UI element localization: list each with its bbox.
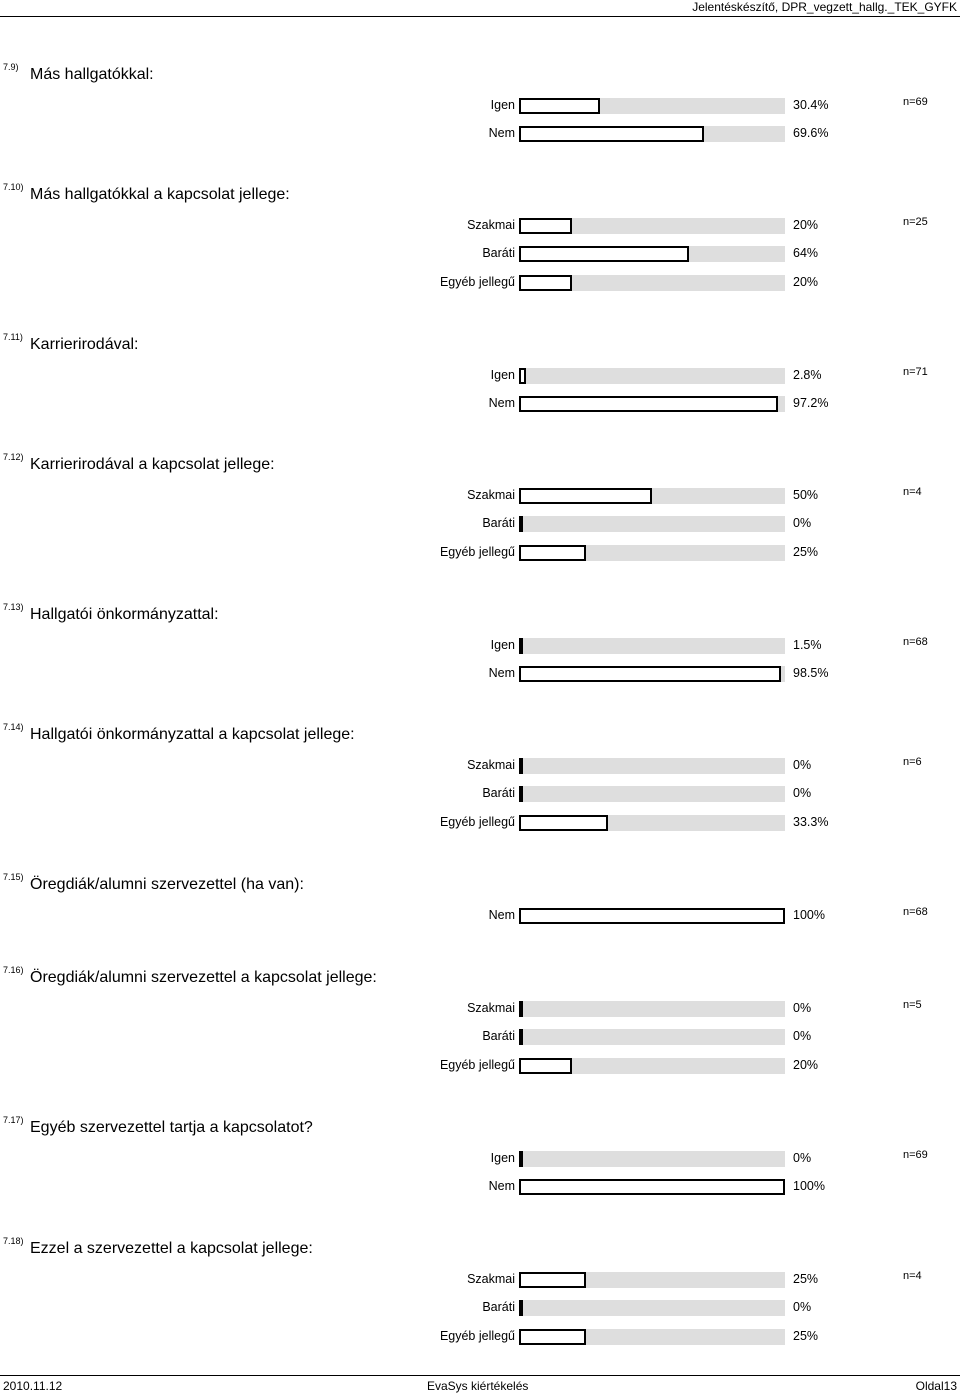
sample-size: n=71 — [903, 366, 928, 378]
answer-label: Nem — [488, 396, 515, 410]
answer-row — [0, 906, 960, 926]
answer-percent: 33.3% — [793, 815, 829, 829]
answer-label: Szakmai — [467, 758, 515, 772]
answer-label: Nem — [488, 908, 515, 922]
bar-fill — [519, 1001, 523, 1017]
answer-label: Igen — [490, 98, 515, 112]
sample-size: n=68 — [903, 636, 928, 648]
bar-fill — [519, 1300, 523, 1316]
bar-track — [519, 1300, 785, 1316]
bar-track — [519, 516, 785, 532]
answer-row — [0, 366, 960, 386]
answer-label: Szakmai — [467, 218, 515, 232]
answer-label: Baráti — [482, 786, 515, 800]
question-text: Más hallgatókkal a kapcsolat jellege: — [30, 186, 290, 203]
bar-fill — [519, 218, 572, 234]
bar-track — [519, 1272, 785, 1288]
question-text: Karrierirodával a kapcsolat jellege: — [30, 456, 275, 473]
answer-label: Igen — [490, 638, 515, 652]
answer-label: Baráti — [482, 246, 515, 260]
footer-date: 2010.11.12 — [3, 1379, 63, 1393]
answer-percent: 0% — [793, 1001, 812, 1015]
answer-row — [0, 244, 960, 264]
answer-label: Egyéb jellegű — [439, 815, 515, 829]
answer-percent: 20% — [793, 275, 819, 289]
bar-fill — [519, 275, 572, 291]
answer-percent: 100% — [793, 908, 825, 922]
question-number: 7.14) — [3, 722, 24, 732]
bar-track — [519, 1151, 785, 1167]
bar-fill — [519, 126, 704, 142]
answer-label: Nem — [488, 666, 515, 680]
answer-percent: 20% — [793, 1058, 819, 1072]
question-number: 7.10) — [3, 182, 24, 192]
bar-fill — [519, 368, 526, 384]
question-text: Hallgatói önkormányzattal: — [30, 606, 219, 623]
page-header — [0, 0, 960, 16]
answer-row — [0, 784, 960, 804]
bar-track — [519, 638, 785, 654]
bar-fill — [519, 1151, 523, 1167]
question-number: 7.11) — [3, 332, 23, 342]
bar-fill — [519, 666, 781, 682]
report-title: Jelentéskészítő, DPR_vegzett_hallg._TEK_GYFK — [692, 0, 957, 14]
answer-row — [0, 486, 960, 506]
bar-fill — [519, 488, 652, 504]
question-text: Egyéb szervezettel tartja a kapcsolatot? — [30, 1119, 313, 1136]
question-text: Öregdiák/alumni szervezettel a kapcsolat jellege: — [30, 969, 377, 986]
answer-percent: 0% — [793, 1151, 812, 1165]
answer-row — [0, 1177, 960, 1197]
answer-row — [0, 1298, 960, 1318]
answer-percent: 25% — [793, 1272, 819, 1286]
answer-label: Nem — [488, 126, 515, 140]
question-number: 7.18) — [3, 1236, 24, 1246]
answer-label: Szakmai — [467, 488, 515, 502]
question-text: Más hallgatókkal: — [30, 66, 154, 83]
sample-size: n=5 — [903, 999, 922, 1011]
bar-track — [519, 1179, 785, 1195]
bar-track — [519, 246, 785, 262]
answer-percent: 0% — [793, 1029, 812, 1043]
question-text: Karrierirodával: — [30, 336, 139, 353]
answer-row — [0, 394, 960, 414]
bar-fill — [519, 1179, 785, 1195]
answer-percent: 69.6% — [793, 126, 829, 140]
answer-label: Baráti — [482, 1029, 515, 1043]
question-text: Ezzel a szervezettel a kapcsolat jellege: — [30, 1240, 313, 1257]
answer-row — [0, 273, 960, 293]
answer-percent: 20% — [793, 218, 819, 232]
bar-track — [519, 396, 785, 412]
bar-fill — [519, 1029, 523, 1045]
answer-row — [0, 664, 960, 684]
answer-label: Egyéb jellegű — [439, 275, 515, 289]
bar-track — [519, 545, 785, 561]
answer-percent: 1.5% — [793, 638, 822, 652]
answer-percent: 98.5% — [793, 666, 829, 680]
bar-track — [519, 98, 785, 114]
answer-row — [0, 1149, 960, 1169]
bar-track — [519, 488, 785, 504]
sample-size: n=4 — [903, 486, 922, 498]
answer-row — [0, 543, 960, 563]
question-number: 7.16) — [3, 965, 24, 975]
answer-percent: 30.4% — [793, 98, 829, 112]
bar-track — [519, 666, 785, 682]
answer-row — [0, 514, 960, 534]
answer-percent: 2.8% — [793, 368, 822, 382]
answer-row — [0, 124, 960, 144]
question-number: 7.17) — [3, 1115, 24, 1125]
answer-label: Egyéb jellegű — [439, 1329, 515, 1343]
bar-fill — [519, 786, 523, 802]
answer-percent: 0% — [793, 758, 812, 772]
bar-track — [519, 758, 785, 774]
answer-row — [0, 1270, 960, 1290]
page-footer — [0, 1375, 960, 1395]
bar-track — [519, 126, 785, 142]
bar-track — [519, 1001, 785, 1017]
question-number: 7.12) — [3, 452, 24, 462]
bar-fill — [519, 1272, 586, 1288]
answer-percent: 0% — [793, 786, 812, 800]
answer-label: Szakmai — [467, 1001, 515, 1015]
answer-row — [0, 96, 960, 116]
sample-size: n=25 — [903, 216, 928, 228]
answer-label: Nem — [488, 1179, 515, 1193]
bar-track — [519, 218, 785, 234]
bar-fill — [519, 638, 523, 654]
bar-track — [519, 1329, 785, 1345]
bar-track — [519, 275, 785, 291]
question-number: 7.13) — [3, 602, 24, 612]
question-text: Hallgatói önkormányzattal a kapcsolat jellege: — [30, 726, 355, 743]
answer-label: Baráti — [482, 1300, 515, 1314]
question-text: Öregdiák/alumni szervezettel (ha van): — [30, 876, 304, 893]
answer-percent: 0% — [793, 1300, 812, 1314]
question-number: 7.15) — [3, 872, 24, 882]
answer-row — [0, 1056, 960, 1076]
bar-track — [519, 815, 785, 831]
bar-fill — [519, 908, 785, 924]
answer-row — [0, 756, 960, 776]
header-divider — [0, 16, 960, 17]
bar-track — [519, 1029, 785, 1045]
answer-row — [0, 1027, 960, 1047]
answer-label: Igen — [490, 1151, 515, 1165]
answer-label: Szakmai — [467, 1272, 515, 1286]
answer-row — [0, 999, 960, 1019]
answer-row — [0, 813, 960, 833]
bar-fill — [519, 545, 586, 561]
answer-percent: 0% — [793, 516, 812, 530]
answer-label: Egyéb jellegű — [439, 1058, 515, 1072]
bar-fill — [519, 516, 523, 532]
bar-fill — [519, 396, 778, 412]
answer-percent: 64% — [793, 246, 819, 260]
answer-row — [0, 1327, 960, 1347]
answer-percent: 25% — [793, 545, 819, 559]
bar-fill — [519, 1058, 572, 1074]
answer-percent: 97.2% — [793, 396, 829, 410]
sample-size: n=6 — [903, 756, 922, 768]
bar-track — [519, 1058, 785, 1074]
sample-size: n=69 — [903, 1149, 928, 1161]
footer-divider — [0, 1375, 960, 1376]
bar-track — [519, 908, 785, 924]
answer-row — [0, 216, 960, 236]
answer-percent: 50% — [793, 488, 819, 502]
answer-label: Egyéb jellegű — [439, 545, 515, 559]
answer-label: Igen — [490, 368, 515, 382]
sample-size: n=4 — [903, 1270, 922, 1282]
bar-fill — [519, 98, 600, 114]
bar-fill — [519, 758, 523, 774]
answer-label: Baráti — [482, 516, 515, 530]
answer-percent: 25% — [793, 1329, 819, 1343]
question-number: 7.9) — [3, 62, 19, 72]
answer-row — [0, 636, 960, 656]
bar-track — [519, 786, 785, 802]
page-number: Oldal13 — [915, 1379, 957, 1393]
sample-size: n=68 — [903, 906, 928, 918]
sample-size: n=69 — [903, 96, 928, 108]
bar-track — [519, 368, 785, 384]
footer-center-text: EvaSys kiértékelés — [427, 1379, 529, 1393]
bar-fill — [519, 1329, 586, 1345]
answer-percent: 100% — [793, 1179, 825, 1193]
bar-fill — [519, 246, 689, 262]
bar-fill — [519, 815, 608, 831]
